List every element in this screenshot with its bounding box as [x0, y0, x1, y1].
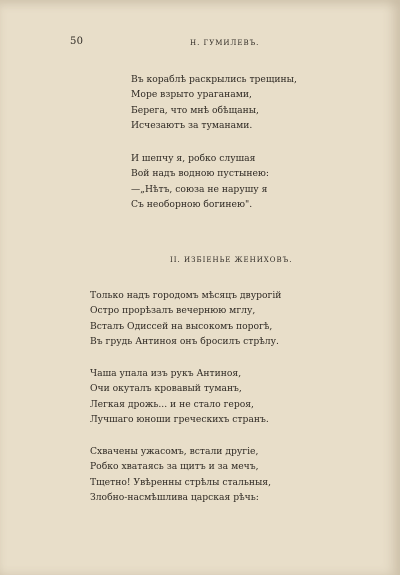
verse-line: И шепчу я, робко слушая: [131, 153, 256, 164]
verse-line: Очи окуталъ кровавый туманъ,: [90, 383, 242, 395]
stanza-5: [90, 444, 271, 505]
verse-line: Схвачены ужасомъ, встали другіе,: [90, 446, 259, 457]
verse-line: Остро прорѣзалъ вечернюю мглу,: [90, 305, 256, 317]
stanza-3: [90, 288, 281, 349]
verse-line: Въ кораблѣ раскрылись трещины,: [131, 74, 297, 85]
verse-line: Море взрыто ураганами,: [131, 89, 252, 101]
verse-line: Робко хватаясь за щитъ и за мечъ,: [90, 461, 259, 473]
verse-line: Вой надъ водною пустынею:: [131, 168, 270, 180]
stanza-4: [90, 366, 269, 427]
verse-line: Чаша упала изъ рукъ Антиноя,: [90, 368, 242, 379]
verse-line: —„Нѣтъ, союза не нарушу я: [131, 183, 268, 195]
verse-line: Злобно-насмѣшлива царская рѣчь:: [90, 491, 259, 503]
stanza-1: [131, 72, 297, 133]
verse-line: Берега, что мнѣ обѣщаны,: [131, 104, 259, 116]
stanza-2: [131, 151, 269, 212]
verse-line: Въ грудь Антиноя онъ бросилъ стрѣлу.: [90, 335, 279, 347]
verse-line: Лучшаго юноши греческихъ странъ.: [90, 413, 269, 425]
verse-line: Исчезаютъ за туманами.: [131, 119, 253, 131]
verse-line: Только надъ городомъ мѣсяцъ двурогій: [90, 290, 282, 301]
page-number: 50: [70, 36, 84, 47]
verse-line: Съ необорною богинею".: [131, 198, 253, 210]
verse-line: Тщетно! Увѣренны стрѣлы стальныя,: [90, 476, 272, 488]
verse-line: Всталъ Одиссей на высокомъ порогѣ,: [90, 320, 273, 332]
running-head: Н. ГУМИЛЕВЪ.: [190, 39, 260, 47]
section-title: II. ИЗБІЕНЬЕ ЖЕНИХОВЪ.: [170, 256, 293, 264]
verse-line: Легкая дрожь... и не стало героя,: [90, 398, 254, 410]
